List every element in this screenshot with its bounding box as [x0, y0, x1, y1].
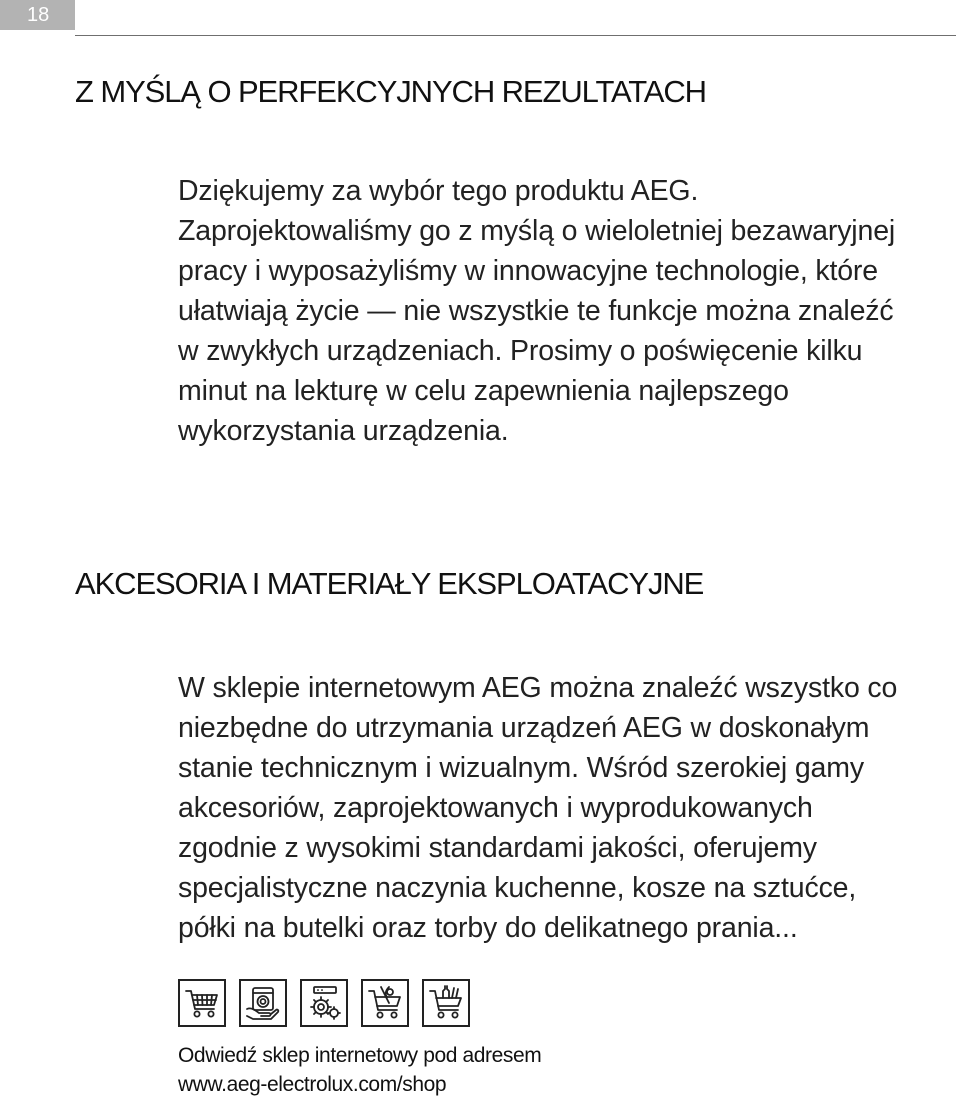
paragraph-line: ułatwiają życie — nie wszystkie te funkcje można znaleźć — [178, 295, 894, 327]
gear-cogs-icon — [300, 979, 348, 1027]
cart-tools-icon — [361, 979, 409, 1027]
paragraph-line: w zwykłych urządzeniach. Prosimy o poświęcenie kilku — [178, 335, 863, 367]
shop-icons-row — [178, 979, 470, 1031]
washing-machine-hand-icon — [239, 979, 287, 1027]
paragraph-line: minut na lekturę w celu zapewnienia najlepszego — [178, 375, 789, 407]
accessories-paragraph — [178, 668, 960, 948]
paragraph-line: akcesoriów, zaprojektowanych i wyprodukowanych — [178, 792, 813, 824]
visit-shop-note — [178, 1041, 541, 1099]
paragraph-line: Zaprojektowaliśmy go z myślą o wieloletniej bezawaryjnej — [178, 215, 896, 247]
shop-url-link[interactable]: www.aeg-electrolux.com/shop — [178, 1073, 447, 1096]
paragraph-line: półki na butelki oraz torby do delikatnego prania... — [178, 912, 798, 944]
shopping-cart-icon — [178, 979, 226, 1027]
paragraph-line: wykorzystania urządzenia. — [178, 415, 509, 447]
section-heading-results: Z MYŚLĄ O PERFEKCYJNYCH REZULTATACH — [75, 74, 706, 109]
paragraph-line: pracy i wyposażyliśmy w innowacyjne technologie, które — [178, 255, 878, 287]
cart-bottles-icon — [422, 979, 470, 1027]
page-number: 18 — [0, 0, 75, 30]
paragraph-line: specjalistyczne naczynia kuchenne, kosze na sztućce, — [178, 872, 857, 904]
visit-line: Odwiedź sklep internetowy pod adresem — [178, 1044, 542, 1067]
header-rule — [75, 35, 956, 36]
paragraph-line: zgodnie z wysokimi standardami jakości, oferujemy — [178, 832, 817, 864]
section-heading-accessories: AKCESORIA I MATERIAŁY EKSPLOATACYJNE — [75, 566, 704, 601]
intro-paragraph — [178, 171, 960, 451]
paragraph-line: stanie technicznym i wizualnym. Wśród szerokiej gamy — [178, 752, 864, 784]
paragraph-line: Dziękujemy za wybór tego produktu AEG. — [178, 175, 699, 207]
paragraph-line: W sklepie internetowym AEG można znaleźć wszystko co — [178, 672, 898, 704]
paragraph-line: niezbędne do utrzymania urządzeń AEG w doskonałym — [178, 712, 870, 744]
